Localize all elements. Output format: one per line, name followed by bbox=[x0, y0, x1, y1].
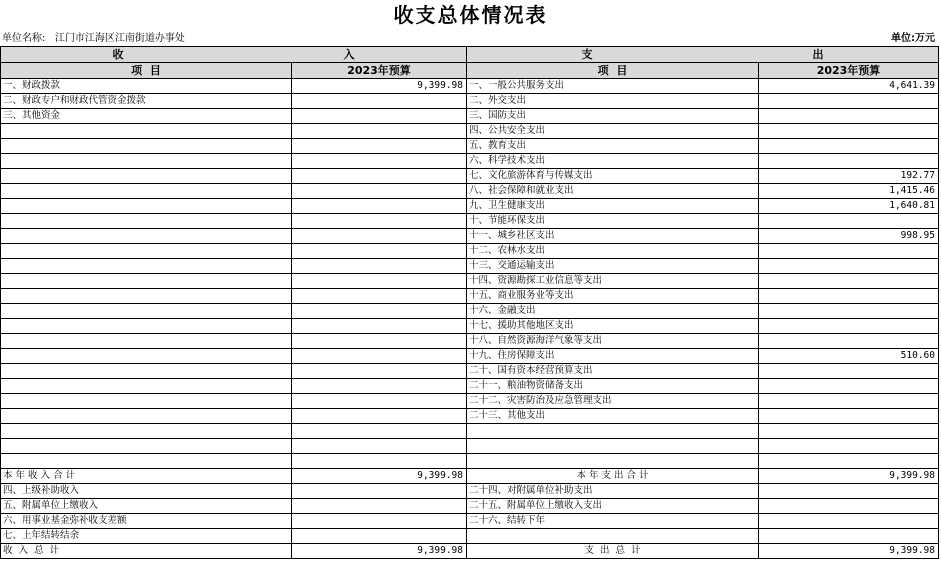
income-item-header: 项 目 bbox=[1, 63, 292, 79]
currency-unit: 单位:万元 bbox=[891, 33, 935, 44]
income-item-cell bbox=[1, 229, 292, 244]
income-value-cell bbox=[292, 394, 467, 409]
income-value-cell bbox=[292, 499, 467, 514]
expense-item-cell: 十、节能环保支出 bbox=[467, 214, 759, 229]
expense-item-cell: 三、国防支出 bbox=[467, 109, 759, 124]
table-row bbox=[1, 229, 939, 244]
table-row bbox=[1, 319, 939, 334]
expense-value-cell bbox=[759, 379, 939, 394]
income-item-cell bbox=[1, 244, 292, 259]
table-row bbox=[1, 349, 939, 364]
expense-item-cell bbox=[467, 529, 759, 544]
expense-value-cell bbox=[759, 244, 939, 259]
expense-subtotal-value: 9,399.98 bbox=[759, 469, 939, 484]
income-item-cell: 三、其他资金 bbox=[1, 109, 292, 124]
income-item-cell bbox=[1, 454, 292, 469]
table-row bbox=[1, 439, 939, 454]
table-row bbox=[1, 379, 939, 394]
income-value-cell bbox=[292, 124, 467, 139]
income-item-cell bbox=[1, 379, 292, 394]
expense-value-cell bbox=[759, 454, 939, 469]
expense-item-cell: 十二、农林水支出 bbox=[467, 244, 759, 259]
expense-value-cell bbox=[759, 214, 939, 229]
table-row bbox=[1, 244, 939, 259]
income-budget-header: 2023年预算 bbox=[292, 63, 467, 79]
income-item-cell bbox=[1, 289, 292, 304]
expense-total-value: 9,399.98 bbox=[759, 544, 939, 559]
expense-item-cell: 五、教育支出 bbox=[467, 139, 759, 154]
expense-value-cell bbox=[759, 139, 939, 154]
income-item-cell bbox=[1, 154, 292, 169]
income-item-cell bbox=[1, 139, 292, 154]
expense-item-cell: 十四、资源勘探工业信息等支出 bbox=[467, 274, 759, 289]
expense-value-cell bbox=[759, 154, 939, 169]
income-value-cell bbox=[292, 409, 467, 424]
income-subtotal-label: 本 年 收 入 合 计 bbox=[1, 469, 292, 484]
expense-item-cell: 八、社会保障和就业支出 bbox=[467, 184, 759, 199]
income-total-label: 收 入 总 计 bbox=[1, 544, 292, 559]
table-row bbox=[1, 79, 939, 94]
table-row bbox=[1, 484, 939, 499]
income-item-cell bbox=[1, 259, 292, 274]
table-row bbox=[1, 454, 939, 469]
expense-value-cell bbox=[759, 334, 939, 349]
expense-value-cell bbox=[759, 259, 939, 274]
income-value-cell bbox=[292, 244, 467, 259]
income-value-cell bbox=[292, 94, 467, 109]
table-row bbox=[1, 94, 939, 109]
table-row bbox=[1, 184, 939, 199]
expense-item-cell: 十八、自然资源海洋气象等支出 bbox=[467, 334, 759, 349]
expense-value-cell: 1,415.46 bbox=[759, 184, 939, 199]
expense-value-cell bbox=[759, 124, 939, 139]
unit-name: 江门市江海区江南街道办事处 bbox=[54, 33, 185, 44]
income-value-cell bbox=[292, 529, 467, 544]
expense-value-cell: 510.60 bbox=[759, 349, 939, 364]
income-value-cell bbox=[292, 364, 467, 379]
income-section-header: 收 入 bbox=[1, 47, 467, 63]
income-item-cell bbox=[1, 304, 292, 319]
table-row bbox=[1, 334, 939, 349]
income-value-cell bbox=[292, 199, 467, 214]
table-row bbox=[1, 259, 939, 274]
expense-value-cell bbox=[759, 109, 939, 124]
expense-value-cell bbox=[759, 499, 939, 514]
income-item-cell: 四、上级补助收入 bbox=[1, 484, 292, 499]
table-row bbox=[1, 214, 939, 229]
income-item-cell bbox=[1, 319, 292, 334]
expense-item-cell: 二、外交支出 bbox=[467, 94, 759, 109]
expense-value-cell bbox=[759, 304, 939, 319]
income-value-cell: 9,399.98 bbox=[292, 79, 467, 94]
income-item-cell bbox=[1, 199, 292, 214]
expense-item-cell: 二十六、结转下年 bbox=[467, 514, 759, 529]
table-row bbox=[1, 139, 939, 154]
income-subtotal-value: 9,399.98 bbox=[292, 469, 467, 484]
income-value-cell bbox=[292, 229, 467, 244]
income-value-cell bbox=[292, 424, 467, 439]
expense-item-cell: 四、公共安全支出 bbox=[467, 124, 759, 139]
expense-value-cell bbox=[759, 484, 939, 499]
income-value-cell bbox=[292, 154, 467, 169]
expense-value-cell bbox=[759, 394, 939, 409]
expense-value-cell bbox=[759, 319, 939, 334]
expense-value-cell bbox=[759, 274, 939, 289]
income-value-cell bbox=[292, 169, 467, 184]
income-value-cell bbox=[292, 304, 467, 319]
table-row bbox=[1, 424, 939, 439]
expense-item-cell: 十七、援助其他地区支出 bbox=[467, 319, 759, 334]
expense-item-cell: 二十二、灾害防治及应急管理支出 bbox=[467, 394, 759, 409]
expense-item-cell bbox=[467, 454, 759, 469]
income-value-cell bbox=[292, 319, 467, 334]
income-value-cell bbox=[292, 289, 467, 304]
expense-value-cell: 192.77 bbox=[759, 169, 939, 184]
income-value-cell bbox=[292, 379, 467, 394]
income-item-cell bbox=[1, 409, 292, 424]
income-item-cell bbox=[1, 274, 292, 289]
expense-value-cell: 4,641.39 bbox=[759, 79, 939, 94]
expense-item-cell: 二十五、附属单位上缴收入支出 bbox=[467, 499, 759, 514]
income-item-cell: 七、上年结转结余 bbox=[1, 529, 292, 544]
section-header-row bbox=[1, 47, 939, 63]
table-row bbox=[1, 274, 939, 289]
expense-value-cell: 1,640.81 bbox=[759, 199, 939, 214]
expense-item-cell bbox=[467, 439, 759, 454]
expense-value-cell bbox=[759, 529, 939, 544]
income-value-cell bbox=[292, 139, 467, 154]
column-header-row bbox=[1, 63, 939, 79]
expense-value-cell bbox=[759, 514, 939, 529]
expense-item-cell: 七、文化旅游体育与传媒支出 bbox=[467, 169, 759, 184]
income-value-cell bbox=[292, 184, 467, 199]
expense-item-cell: 十九、住房保障支出 bbox=[467, 349, 759, 364]
page-title: 收支总体情况表 bbox=[393, 3, 548, 27]
income-value-cell bbox=[292, 514, 467, 529]
expense-item-cell: 二十四、对附属单位补助支出 bbox=[467, 484, 759, 499]
expense-item-cell: 六、科学技术支出 bbox=[467, 154, 759, 169]
expense-value-cell bbox=[759, 364, 939, 379]
income-value-cell bbox=[292, 349, 467, 364]
income-item-cell: 二、财政专户和财政代管资金拨款 bbox=[1, 94, 292, 109]
unit-info-row bbox=[0, 31, 941, 46]
table-row bbox=[1, 154, 939, 169]
subtotal-row bbox=[1, 469, 939, 484]
income-value-cell bbox=[292, 334, 467, 349]
expense-value-cell: 998.95 bbox=[759, 229, 939, 244]
expense-value-cell bbox=[759, 409, 939, 424]
table-row bbox=[1, 514, 939, 529]
budget-table bbox=[0, 46, 939, 559]
table-row bbox=[1, 409, 939, 424]
income-item-cell bbox=[1, 439, 292, 454]
table-row bbox=[1, 199, 939, 214]
income-item-cell bbox=[1, 424, 292, 439]
expense-item-cell bbox=[467, 424, 759, 439]
expense-value-cell bbox=[759, 289, 939, 304]
expense-total-label: 支 出 总 计 bbox=[467, 544, 759, 559]
table-row bbox=[1, 394, 939, 409]
total-row bbox=[1, 544, 939, 559]
income-item-cell bbox=[1, 349, 292, 364]
income-item-cell: 六、用事业基金弥补收支差额 bbox=[1, 514, 292, 529]
expense-item-cell: 二十三、其他支出 bbox=[467, 409, 759, 424]
income-value-cell bbox=[292, 439, 467, 454]
expense-item-cell: 十一、城乡社区支出 bbox=[467, 229, 759, 244]
table-row bbox=[1, 499, 939, 514]
table-row bbox=[1, 289, 939, 304]
expense-item-cell: 九、卫生健康支出 bbox=[467, 199, 759, 214]
income-value-cell bbox=[292, 454, 467, 469]
expense-item-cell: 十六、金融支出 bbox=[467, 304, 759, 319]
income-value-cell bbox=[292, 274, 467, 289]
expense-item-cell: 二十、国有资本经营预算支出 bbox=[467, 364, 759, 379]
income-value-cell bbox=[292, 214, 467, 229]
expense-value-cell bbox=[759, 94, 939, 109]
expense-section-header: 支 出 bbox=[467, 47, 939, 63]
income-value-cell bbox=[292, 109, 467, 124]
income-item-cell bbox=[1, 394, 292, 409]
expense-value-cell bbox=[759, 439, 939, 454]
expense-item-cell: 十五、商业服务业等支出 bbox=[467, 289, 759, 304]
expense-value-cell bbox=[759, 424, 939, 439]
expense-budget-header: 2023年预算 bbox=[759, 63, 939, 79]
table-row bbox=[1, 109, 939, 124]
income-value-cell bbox=[292, 484, 467, 499]
table-row bbox=[1, 169, 939, 184]
income-item-cell: 一、财政拨款 bbox=[1, 79, 292, 94]
expense-subtotal-label: 本 年 支 出 合 计 bbox=[467, 469, 759, 484]
expense-item-cell: 十三、交通运输支出 bbox=[467, 259, 759, 274]
expense-item-cell: 二十一、粮油物资储备支出 bbox=[467, 379, 759, 394]
unit-name-label: 单位名称: 江门市江海区江南街道办事处 bbox=[2, 33, 185, 44]
income-item-cell bbox=[1, 214, 292, 229]
table-row bbox=[1, 364, 939, 379]
expense-item-cell: 一、一般公共服务支出 bbox=[467, 79, 759, 94]
income-item-cell bbox=[1, 169, 292, 184]
income-value-cell bbox=[292, 259, 467, 274]
income-item-cell bbox=[1, 184, 292, 199]
table-row bbox=[1, 304, 939, 319]
income-item-cell bbox=[1, 364, 292, 379]
income-total-value: 9,399.98 bbox=[292, 544, 467, 559]
income-item-cell: 五、附属单位上缴收入 bbox=[1, 499, 292, 514]
income-item-cell bbox=[1, 124, 292, 139]
income-item-cell bbox=[1, 334, 292, 349]
expense-item-header: 项 目 bbox=[467, 63, 759, 79]
table-row bbox=[1, 529, 939, 544]
table-row bbox=[1, 124, 939, 139]
